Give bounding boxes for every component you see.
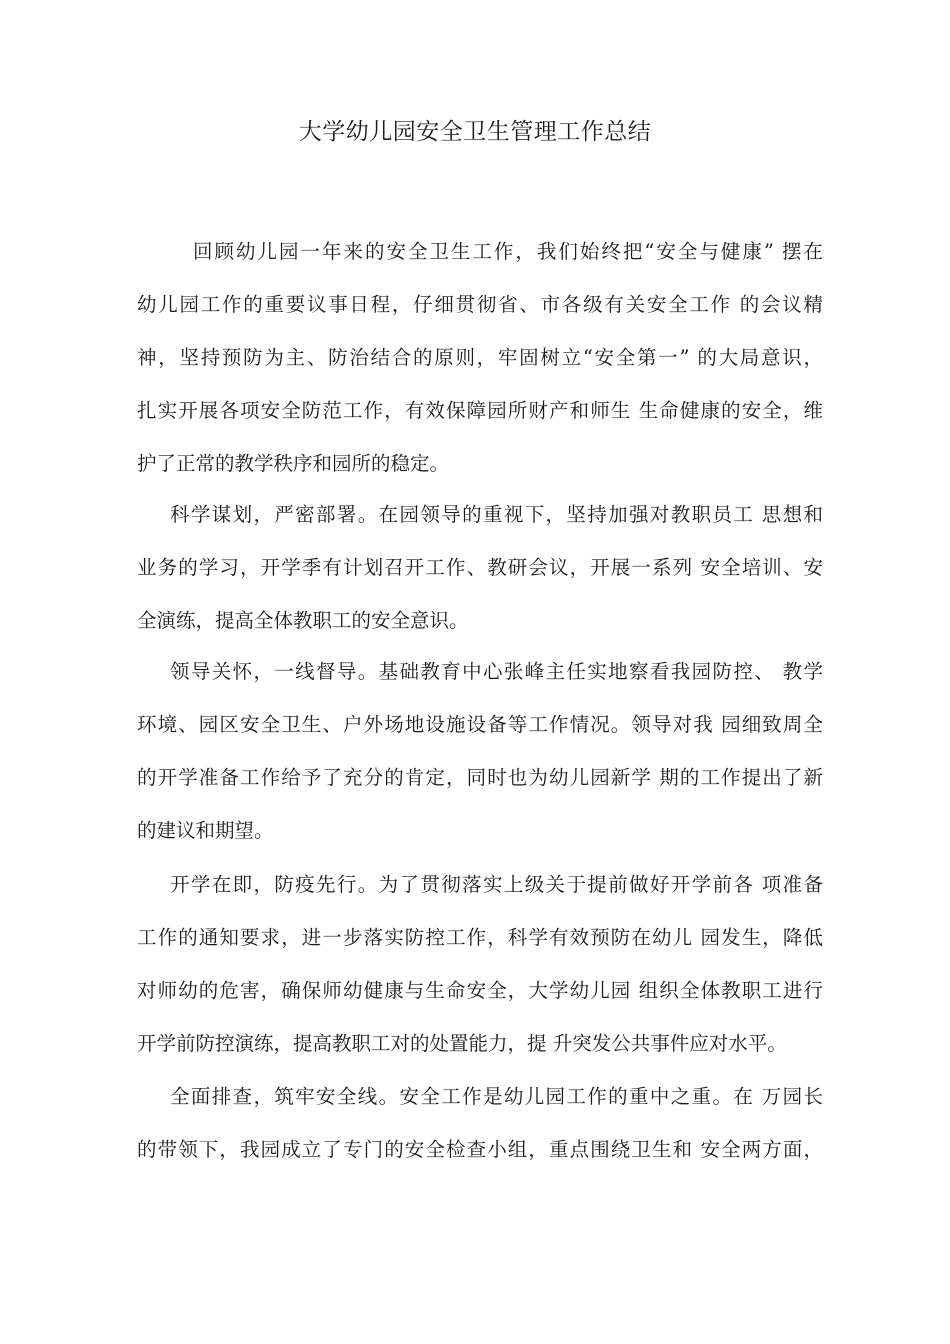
paragraph-line: 的带领下，我园成立了专门的安全检查小组，重点围绕卫生和 安全两方面， bbox=[137, 1138, 823, 1161]
paragraph-line: 业务的学习，开学季有计划召开工作、教研会议，开展一系列 安全培训、安 bbox=[137, 556, 823, 579]
paragraph-line: 幼儿园工作的重要议事日程，仔细贯彻省、市各级有关安全工作 的会议精 bbox=[137, 293, 823, 316]
paragraph-planning bbox=[137, 488, 823, 647]
paragraph-leadership bbox=[137, 645, 823, 857]
paragraph-line: 工作的通知要求，进一步落实防控工作，科学有效预防在幼儿 园发生，降低 bbox=[137, 926, 823, 949]
document-title: 大学幼儿园安全卫生管理工作总结 bbox=[298, 119, 652, 145]
paragraph-line: 神，坚持预防为主、防治结合的原则，牢固树立“安全第一” 的大局意识， bbox=[137, 346, 823, 369]
paragraph-line: 全面排查，筑牢安全线。安全工作是幼儿园工作的重中之重。在 万园长 bbox=[170, 1085, 823, 1108]
paragraph-line: 全演练，提高全体教职工的安全意识。 bbox=[137, 609, 469, 632]
paragraph-line: 开学前防控演练，提高教职工对的处置能力，提 升突发公共事件应对水平。 bbox=[137, 1032, 787, 1055]
paragraph-line: 护了正常的教学秩序和园所的稳定。 bbox=[137, 452, 450, 475]
paragraph-line: 回顾幼儿园一年来的安全卫生工作，我们始终把“安全与健康” 摆在 bbox=[193, 240, 823, 263]
paragraph-line: 科学谋划，严密部署。在园领导的重视下，坚持加强对教职员工 思想和 bbox=[170, 503, 823, 526]
paragraph-review bbox=[137, 225, 823, 490]
paragraph-line: 领导关怀，一线督导。基础教育中心张峰主任实地察看我园防控、 教学 bbox=[170, 660, 823, 683]
paragraph-inspection bbox=[137, 1070, 823, 1176]
paragraph-line: 开学在即，防疫先行。为了贯彻落实上级关于提前做好开学前各 项准备 bbox=[170, 873, 823, 896]
paragraph-line: 的开学准备工作给予了充分的肯定，同时也为幼儿园新学 期的工作提出了新 bbox=[137, 766, 823, 789]
paragraph-line: 环境、园区安全卫生、户外场地设施设备等工作情况。领导对我 园细致周全 bbox=[137, 713, 823, 736]
paragraph-line: 对师幼的危害，确保师幼健康与生命安全，大学幼儿园 组织全体教职工进行 bbox=[137, 979, 823, 1002]
paragraph-line: 的建议和期望。 bbox=[137, 819, 274, 842]
paragraph-epidemic-prevention bbox=[137, 858, 823, 1070]
paragraph-line: 扎实开展各项安全防范工作，有效保障园所财产和师生 生命健康的安全，维 bbox=[137, 399, 823, 422]
